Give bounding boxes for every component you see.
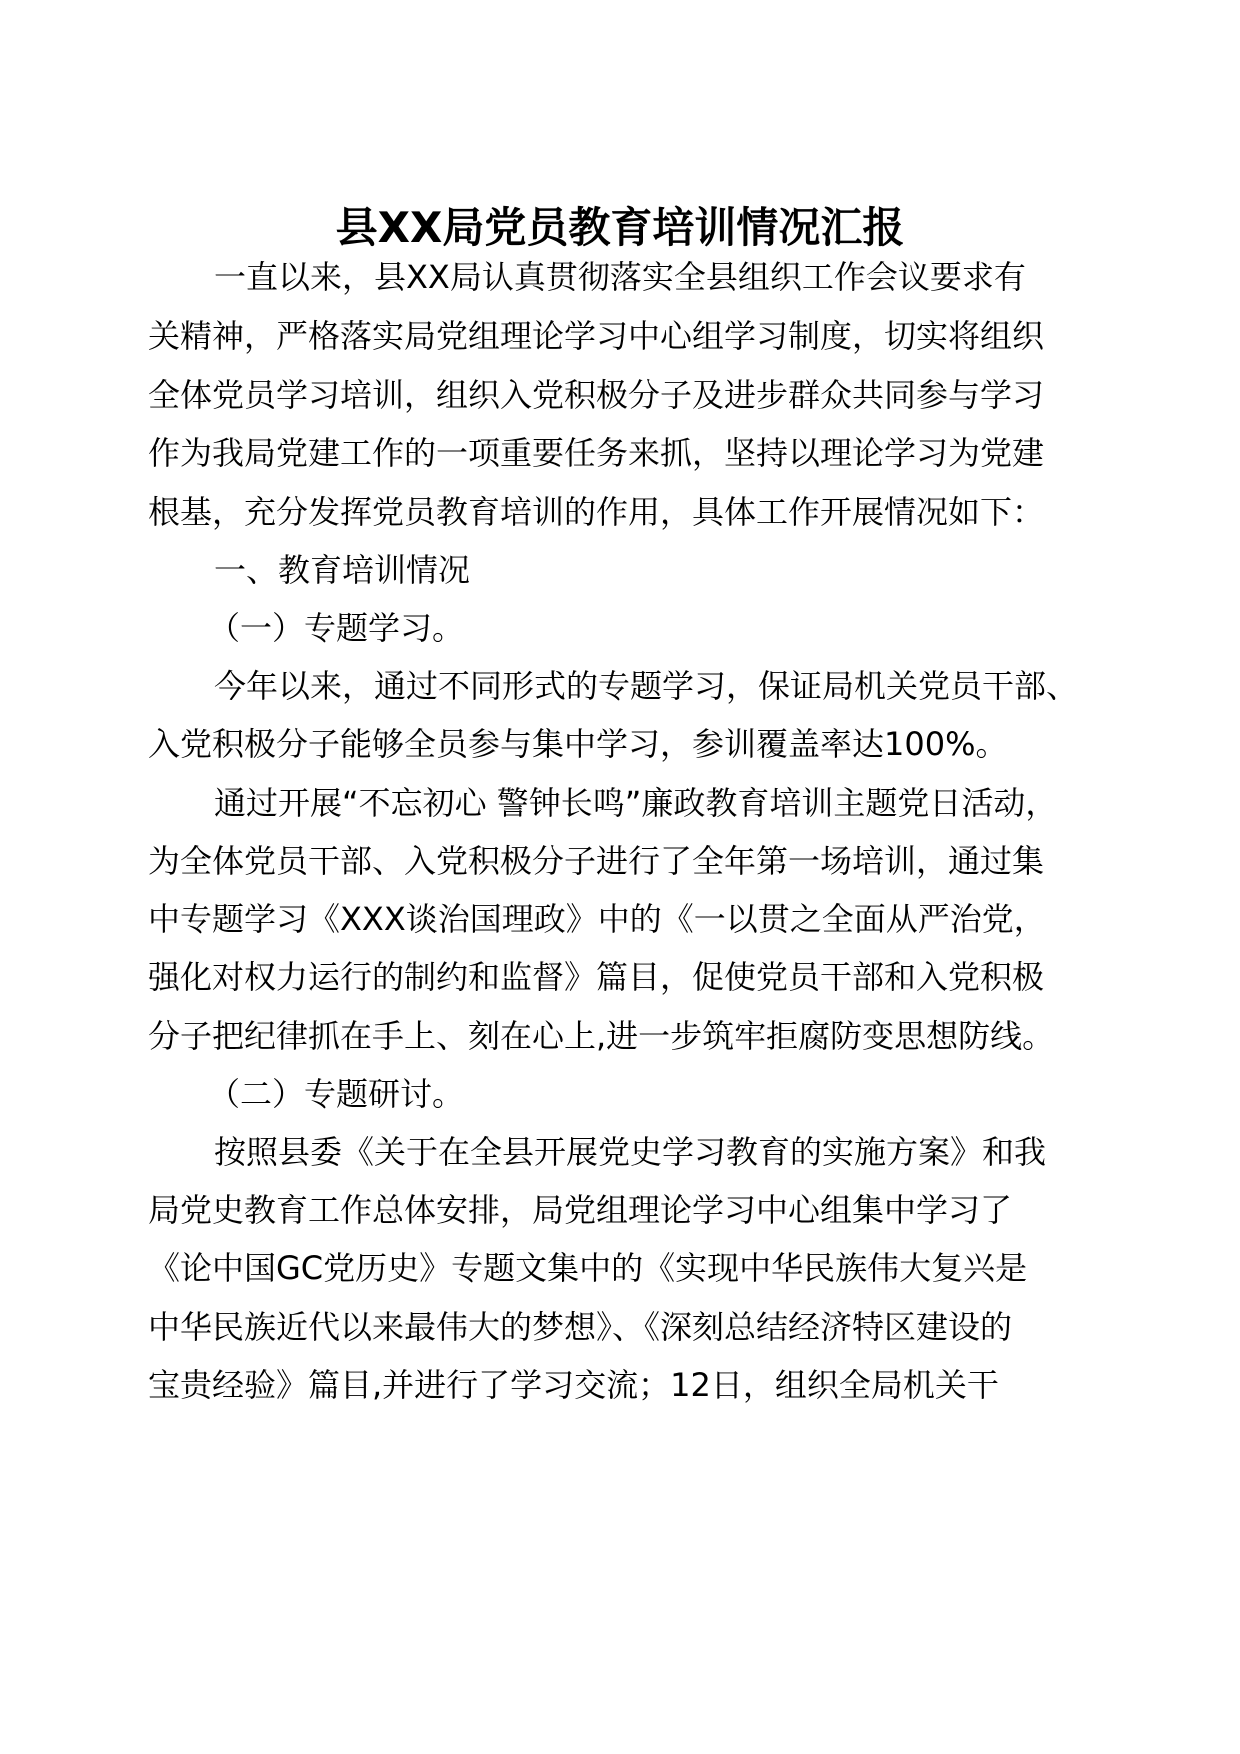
paragraph-line: 入党积极分子能够全员参与集中学习，参训覆盖率达100%。 xyxy=(148,725,1008,763)
paragraph-line: 全体党员学习培训，组织入党积极分子及进步群众共同参与学习 xyxy=(148,376,1045,414)
paragraph-line: 一直以来，县XX局认真贯彻落实全县组织工作会议要求有 xyxy=(214,258,1026,296)
paragraph-line: 今年以来，通过不同形式的专题学习，保证局机关党员干部、 xyxy=(214,667,1079,705)
paragraph-line: 局党史教育工作总体安排，局党组理论学习中心组集中学习了 xyxy=(148,1191,1013,1229)
paragraph-line: 按照县委《关于在全县开展党史学习教育的实施方案》和我 xyxy=(214,1133,1047,1171)
paragraph-line: 分子把纪律抓在手上、刻在心上,进一步筑牢拒腐防变思想防线。 xyxy=(148,1017,1055,1055)
paragraph-line: 强化对权力运行的制约和监督》篇目，促使党员干部和入党积极 xyxy=(148,958,1045,996)
paragraph-line: 宝贵经验》篇目,并进行了学习交流；12日，组织全局机关干 xyxy=(148,1366,999,1404)
paragraph-line: 《论中国GC党历史》专题文集中的《实现中华民族伟大复兴是 xyxy=(148,1249,1028,1287)
paragraph-line: 中华民族近代以来最伟大的梦想》、《深刻总结经济特区建设的 xyxy=(148,1308,1013,1346)
section-heading: 一、教育培训情况 xyxy=(214,551,471,589)
subsection-heading: （一）专题学习。 xyxy=(208,609,465,647)
document-title: 县XX局党员教育培训情况汇报 xyxy=(335,203,905,252)
paragraph-line: 通过开展“不忘初心 警钟长鸣”廉政教育培训主题党日活动， xyxy=(214,784,1058,822)
paragraph-line: 根基，充分发挥党员教育培训的作用，具体工作开展情况如下： xyxy=(148,493,1045,531)
paragraph-line: 关精神，严格落实局党组理论学习中心组学习制度，切实将组织 xyxy=(148,317,1045,355)
paragraph-line: 为全体党员干部、入党积极分子进行了全年第一场培训，通过集 xyxy=(148,842,1045,880)
paragraph-line: 作为我局党建工作的一项重要任务来抓，坚持以理论学习为党建 xyxy=(148,434,1045,472)
paragraph-line: 中专题学习《XXX谈治国理政》中的《一以贯之全面从严治党， xyxy=(148,900,1046,938)
subsection-heading: （二）专题研讨。 xyxy=(208,1075,465,1113)
